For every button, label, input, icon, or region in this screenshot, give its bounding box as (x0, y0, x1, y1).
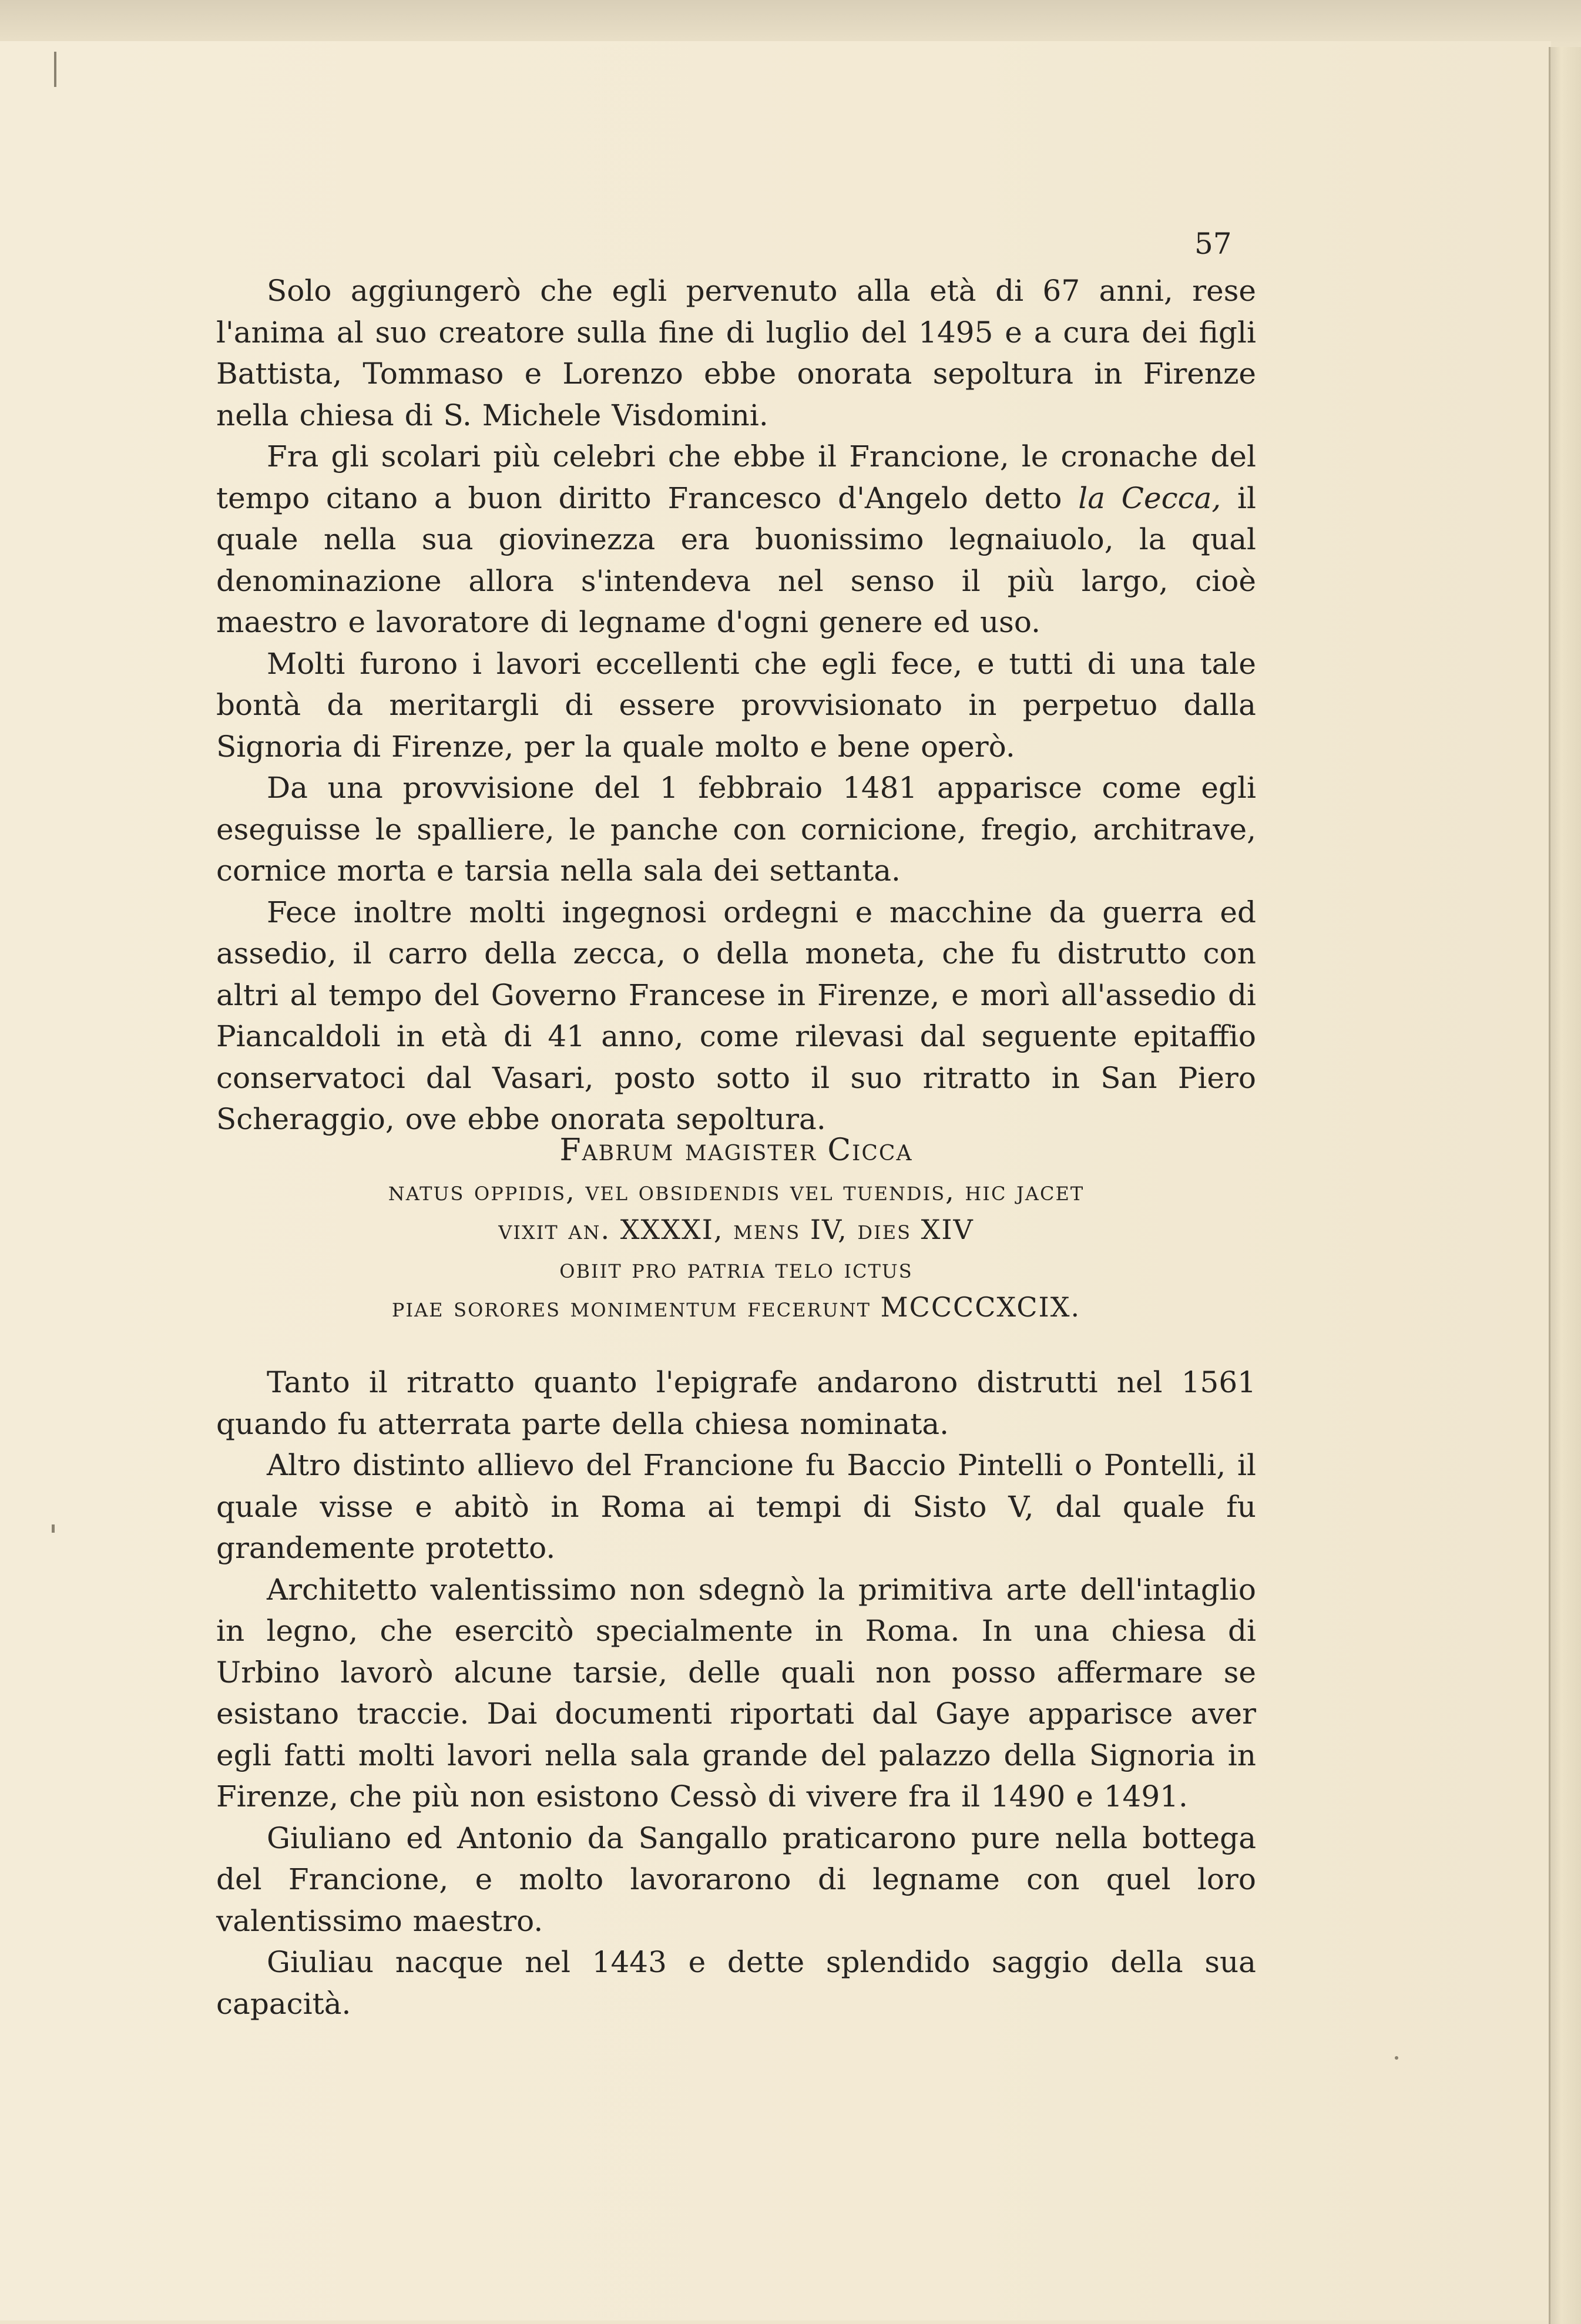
epitaph (216, 1129, 1256, 1326)
paragraph: Molti furono i lavori eccellenti che egli fece, e tutti di una tale bontà da meritargli di essere provvisionato in perpetuo dalla Signoria di Firenze, per la quale molto e bene operò. (216, 646, 1256, 764)
body-text-top (216, 270, 1256, 1140)
paragraph: Giuliau nacque nel 1443 e dette splendido saggio della sua capacità. (216, 1945, 1256, 2021)
dust-speck (1395, 2056, 1398, 2060)
epitaph-line: piae sorores monimentum fecerunt MCCCCXCIX. (391, 1291, 1081, 1323)
dust-speck (52, 1524, 55, 1533)
paragraph: Altro distinto allievo del Francione fu Baccio Pintelli o Pontelli, il quale visse e abitò in Roma ai tempi di Sisto V, dal quale fu grandemente protetto. (216, 1448, 1256, 1565)
paragraph-text: Fra gli scolari più celebri che ebbe il Francione, le cronache del tempo citano a buon diritto Francesco d'Angelo detto (216, 439, 1256, 515)
page-number: 57 (1194, 227, 1232, 261)
paragraph: Da una provvisione del 1 febbraio 1481 apparisce come egli eseguisse le spalliere, le panche con cornicione, fregio, architrave, cornice morta e tarsia nella sala dei settanta. (216, 771, 1256, 888)
paragraph: Fece inoltre molti ingegnosi ordegni e macchine da guerra ed assedio, il carro della zecca, o della moneta, che fu distrutto con altri al tempo del Governo Francese in Firenze, e morì all'assedio di Piancaldoli in età di 41 anno, come rilevasi dal seguente epitaffio conservatoci dal Vasari, posto sotto il suo ritratto in San Piero Scheraggio, ove ebbe onorata sepoltura. (216, 895, 1256, 1136)
epitaph-line: vixit an. XXXXI, mens IV, dies XIV (498, 1214, 974, 1245)
body-text-bottom (216, 1362, 1256, 2024)
paragraph: Solo aggiungerò che egli pervenuto alla età di 67 anni, rese l'anima al suo creatore sulla fine di luglio del 1495 e a cura dei figli Battista, Tommaso e Lorenzo ebbe onorata sepoltura in Firenze nella chiesa di S. Michele Visdomini. (216, 274, 1256, 432)
epitaph-line: Fabrum magister Cicca (559, 1133, 913, 1168)
paragraph: Architetto valentissimo non sdegnò la primitiva arte dell'intaglio in legno, che esercitò specialmente in Roma. In una chiesa di Urbino lavorò alcune tarsie, delle quali non posso affermare se esistano traccie. Dai documenti riportati dal Gaye apparisce aver egli fatti molti lavori nella sala grande del palazzo della Signoria in Firenze, che più non esistono Cessò di vivere fra il 1490 e 1491. (216, 1572, 1256, 1813)
binding-mark (54, 52, 56, 87)
epitaph-line: obiit pro patria telo ictus (559, 1252, 913, 1284)
paragraph-text: il quale nella sua giovinezza era buonissimo legnaiuolo, la qual denominazione allora s'intendeva nel senso il più largo, cioè maestro e lavoratore di legname d'ogni genere ed uso. (216, 481, 1256, 639)
paragraph (216, 436, 1256, 643)
italic-name: la Cecca, (1078, 481, 1221, 515)
epitaph-line: natus oppidis, vel obsidendis vel tuendis, hic jacet (388, 1175, 1085, 1207)
paragraph: Tanto il ritratto quanto l'epigrafe andarono distrutti nel 1561 quando fu atterrata parte della chiesa nominata. (216, 1365, 1256, 1441)
page-edge (1549, 47, 1581, 2324)
paragraph: Giuliano ed Antonio da Sangallo praticarono pure nella bottega del Francione, e molto lavorarono di legname con quel loro valentissimo maestro. (216, 1821, 1256, 1938)
